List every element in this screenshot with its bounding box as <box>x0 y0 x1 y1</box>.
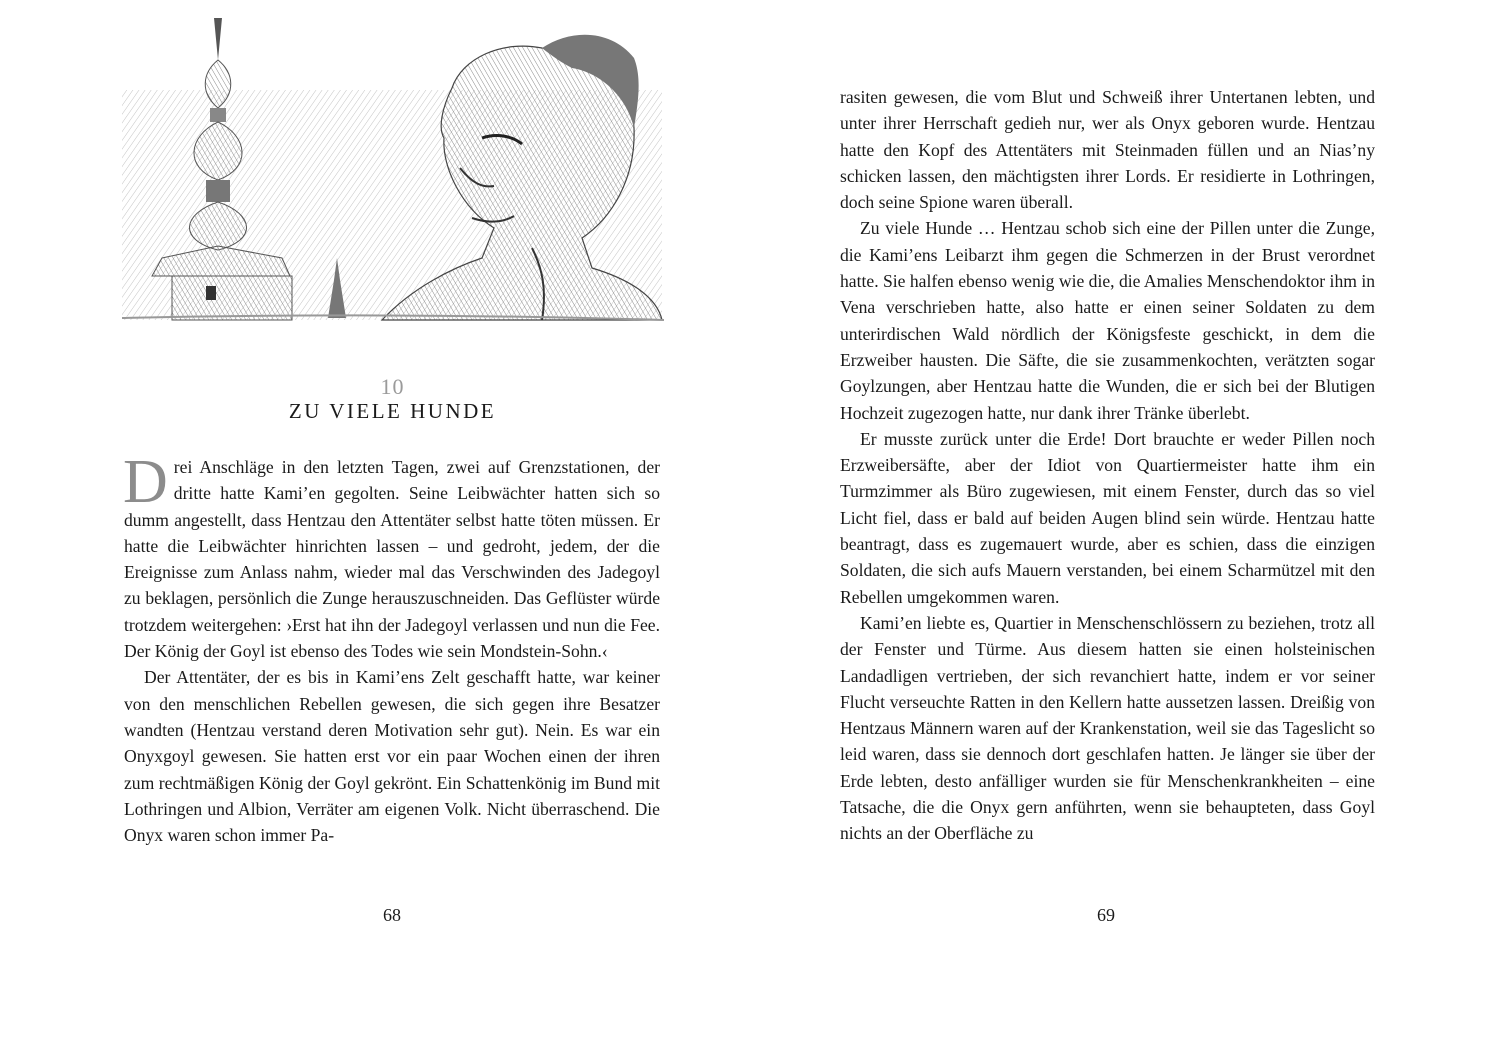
right-body-text <box>840 84 1375 847</box>
chapter-number: 10 <box>380 374 405 399</box>
chapter-illustration <box>122 18 664 328</box>
chapter-title: ZU VIELE HUNDE <box>288 399 497 423</box>
paragraph <box>123 448 660 664</box>
paragraph: Er musste zurück unter die Erde! Dort brauchte er weder Pillen noch Erzweibersäfte, aber der Idiot von Quartiermeister hatte ihm ein Turmzimmer als Büro zugewiesen, mit einem Fenster, durch das so viel Licht fiel, dass er bald auf beiden Augen blind sein würde. Hentzau hatte beantragt, dass es zugemauert wurde, aber es schien, dass die einzigen Soldaten, die sich aufs Mauern verstanden, bei einem Scharmützel mit den Rebellen umgekommen waren. <box>840 428 1375 607</box>
page-number: 68 <box>383 905 401 925</box>
drop-cap: D <box>123 448 168 516</box>
paragraph: Zu viele Hunde … Hentzau schob sich eine der Pillen unter die Zunge, die Kami’ens Leibarzt ihm gegen die Schmerzen in der Brust verordnet hatte. Sie halfen ebenso wenig wie die, die Amalies Menschendoktor ihm in Vena verschrieben hatte, also hatte er einen seiner Soldaten zu dem unterirdischen Wald nördlich der Königsfeste geschickt, in dem die Erzweiber hausten. Die Säfte, die sie zusammenkochten, verätzten sogar Goylzungen, aber Hentzau hatte die Wunden, die er sich bei der Blutigen Hochzeit zugezogen hatte, nur dank ihrer Tränke überlebt. <box>840 218 1376 423</box>
paragraph-text: rei Anschläge in den letzten Tagen, zwei auf Grenzstationen, der dritte hatte Kami’en gegolten. Seine Leibwächter hatten sich so dumm angestellt, dass Hentzau den Attentäter selbst hatte töten müssen. Er hatte die Leibwächter hinrichten lassen – und gedroht, jedem, der die Ereignisse zum Anlass nahm, wieder mal das Verschwinden des Jadegoyl zu beklagen, persönlich die Zunge herauszuschneiden. Das Geflüster würde trotzdem weitergehen: ›Erst hat ihn der Jadegoyl verlassen und nun die Fee. Der König der Goyl ist ebenso des Todes wie sein Mondstein-Sohn.‹ <box>124 457 660 662</box>
paragraph: Der Attentäter, der es bis in Kami’ens Zelt geschafft hatte, war keiner von den menschlichen Rebellen gewesen, die sich gegen ihre Besatzer wandten (Hentzau verstand deren Motivation sehr gut). Nein. Es war ein Onyxgoyl gewesen. Sie hatten erst vor ein paar Wochen einen der ihren zum rechtmäßigen König der Goyl gekrönt. Ein Schattenkönig im Bund mit Lothringen und Albion, Verräter am eigenen Volk. Nicht überraschend. Die Onyx waren schon immer Pa- <box>124 667 660 846</box>
paragraph: Kami’en liebte es, Quartier in Menschenschlössern zu beziehen, trotz all der Fenster und Türme. Aus diesem hatten sie einen holsteinischen Landadligen vertrieben, der sich revanchiert hatte, indem er vor seiner Flucht verseuchte Ratten in den Kellern hatte aussetzen lassen. Dreißig von Hentzaus Männern waren auf der Krankenstation, weil sie das Tageslicht so leid waren, dass sie dennoch dort geschlafen hatten. Je länger sie über der Erde lebten, desto anfälliger wurden sie für Menschenkrankheiten – eine Tatsache, die die Onyx gern anführten, wenn sie behaupteten, dass Goyl nichts an der Oberfläche zu <box>840 612 1375 844</box>
left-body-text <box>123 448 660 848</box>
page-number: 69 <box>1097 905 1115 925</box>
right-page <box>750 0 1500 1050</box>
paragraph: rasiten gewesen, die vom Blut und Schweiß ihrer Untertanen lebten, und unter ihrer Herrschaft gedieh nur, wer als Onyx geboren wurde. Hentzau hatte den Kopf des Attentäters mit Steinmaden füllen und an Nias’ny schicken lassen, den mächtigsten ihrer Lords. Er residierte in Lothringen, doch seine Spione waren überall. <box>840 87 1375 213</box>
